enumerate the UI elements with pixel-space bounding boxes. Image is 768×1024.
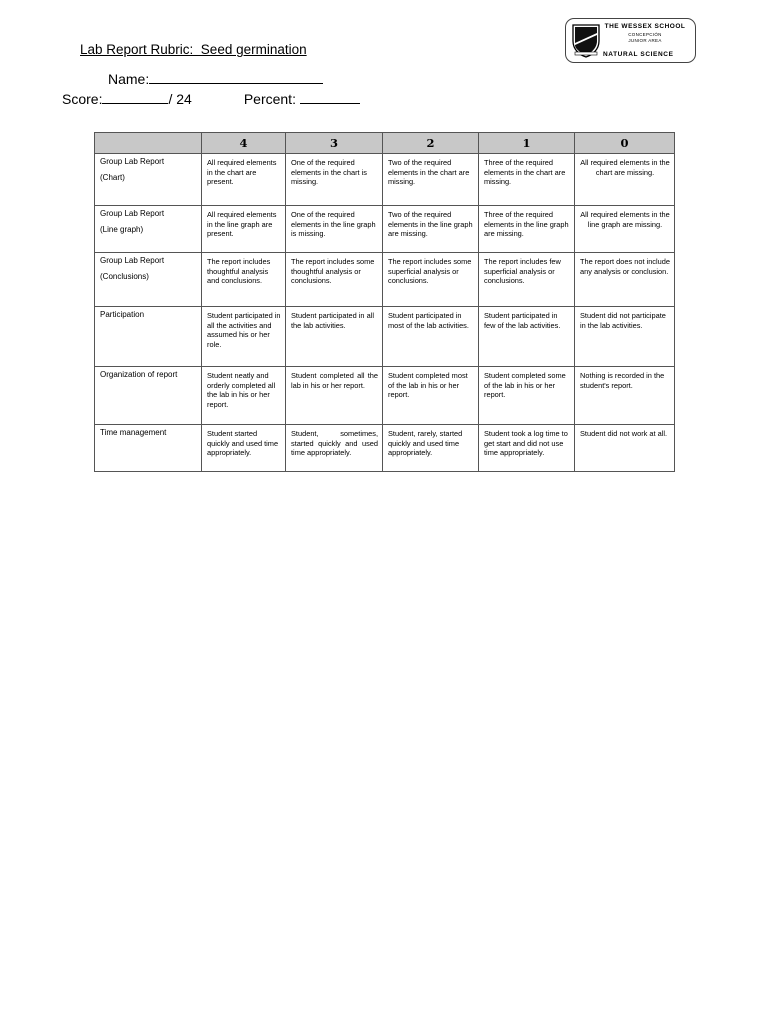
rubric-cell: Student completed all the lab in his or her report. bbox=[286, 367, 383, 425]
rubric-row-chart bbox=[95, 154, 675, 206]
rubric-cell: The report does not include any analysis or conclusion. bbox=[575, 253, 675, 307]
logo-area: JUNIOR AREA bbox=[628, 38, 662, 43]
rubric-row-line-graph bbox=[95, 206, 675, 253]
criterion-name: Group Lab Report bbox=[100, 157, 165, 166]
rubric-cell: One of the required elements in the chart is missing. bbox=[286, 154, 383, 206]
rubric-cell: Two of the required elements in the chart are missing. bbox=[383, 154, 479, 206]
criterion-cell bbox=[95, 425, 202, 472]
rubric-cell: One of the required elements in the line graph is missing. bbox=[286, 206, 383, 253]
criterion-cell bbox=[95, 253, 202, 307]
name-label: Name: bbox=[108, 71, 150, 87]
name-field bbox=[108, 70, 323, 87]
rubric-cell: All required elements in the chart are missing. bbox=[575, 154, 675, 206]
rubric-cell: All required elements in the chart are present. bbox=[202, 154, 286, 206]
logo-department: NATURAL SCIENCE bbox=[603, 51, 674, 58]
rubric-row-time-management bbox=[95, 425, 675, 472]
criterion-name: Time management bbox=[100, 428, 167, 437]
rubric-cell: Student, sometimes, started quickly and used time appropriately. bbox=[286, 425, 383, 472]
rubric-cell: Three of the required elements in the line graph are missing. bbox=[479, 206, 575, 253]
rubric-cell: Student did not participate in the lab activities. bbox=[575, 307, 675, 367]
criterion-name: Group Lab Report bbox=[100, 256, 165, 265]
name-blank bbox=[149, 70, 323, 84]
rubric-cell: Student did not work at all. bbox=[575, 425, 675, 472]
rubric-cell: Student completed most of the lab in his or her report. bbox=[383, 367, 479, 425]
score-blank bbox=[102, 90, 168, 104]
criterion-name: Participation bbox=[100, 310, 145, 319]
level-header: 4 bbox=[202, 133, 286, 154]
rubric-cell: Nothing is recorded in the student's report. bbox=[575, 367, 675, 425]
criterion-cell bbox=[95, 367, 202, 425]
criterion-name: Group Lab Report bbox=[100, 209, 165, 218]
rubric-cell: Three of the required elements in the chart are missing. bbox=[479, 154, 575, 206]
logo-school-name: THE WESSEX SCHOOL bbox=[604, 23, 686, 30]
score-total: / 24 bbox=[168, 91, 192, 107]
rubric-cell: Student took a log time to get start and did not use time appropriately. bbox=[479, 425, 575, 472]
rubric-cell: Two of the required elements in the line graph are missing. bbox=[383, 206, 479, 253]
rubric-cell: Student completed some of the lab in his or her report. bbox=[479, 367, 575, 425]
rubric-cell: The report includes some superficial analysis or conclusions. bbox=[383, 253, 479, 307]
rubric-row-participation bbox=[95, 307, 675, 367]
criterion-name: Organization of report bbox=[100, 370, 178, 379]
rubric-cell: Student participated in all the lab activities. bbox=[286, 307, 383, 367]
percent-label: Percent: bbox=[243, 91, 296, 107]
level-header: 0 bbox=[575, 133, 675, 154]
rubric-cell: Student neatly and orderly completed all the lab in his or her report. bbox=[202, 367, 286, 425]
rubric-cell: Student started quickly and used time appropriately. bbox=[202, 425, 286, 472]
rubric-cell: All required elements in the line graph are present. bbox=[202, 206, 286, 253]
criterion-cell bbox=[95, 206, 202, 253]
percent-field bbox=[244, 90, 360, 107]
rubric-cell: All required elements in the line graph are missing. bbox=[575, 206, 675, 253]
rubric-cell: Student participated in few of the lab activities. bbox=[479, 307, 575, 367]
school-logo bbox=[565, 18, 696, 63]
rubric-row-conclusions bbox=[95, 253, 675, 307]
criterion-cell bbox=[95, 307, 202, 367]
rubric-cell: Student participated in all the activities and assumed his or her role. bbox=[202, 307, 286, 367]
rubric-cell: The report includes thoughtful analysis and conclusions. bbox=[202, 253, 286, 307]
percent-blank bbox=[300, 90, 360, 104]
rubric-corner-cell bbox=[95, 133, 202, 154]
school-crest-icon bbox=[571, 23, 601, 58]
criterion-detail: (Conclusions) bbox=[100, 272, 149, 281]
rubric-cell: The report includes some thoughtful analysis or conclusions. bbox=[286, 253, 383, 307]
criterion-detail: (Line graph) bbox=[100, 225, 144, 234]
level-header: 3 bbox=[286, 133, 383, 154]
page-title: Lab Report Rubric: Seed germination bbox=[80, 42, 307, 57]
rubric-cell: The report includes few superficial analysis or conclusions. bbox=[479, 253, 575, 307]
level-header: 2 bbox=[383, 133, 479, 154]
rubric-table bbox=[94, 132, 675, 472]
criterion-cell bbox=[95, 154, 202, 206]
score-label: Score: bbox=[62, 91, 103, 107]
score-row bbox=[62, 90, 360, 107]
rubric-header-row bbox=[95, 133, 675, 154]
logo-city: CONCEPCIÓN bbox=[628, 32, 662, 37]
rubric-row-organization bbox=[95, 367, 675, 425]
level-header: 1 bbox=[479, 133, 575, 154]
rubric-cell: Student, rarely, started quickly and used time appropriately. bbox=[383, 425, 479, 472]
rubric-cell: Student participated in most of the lab activities. bbox=[383, 307, 479, 367]
criterion-detail: (Chart) bbox=[100, 173, 125, 182]
